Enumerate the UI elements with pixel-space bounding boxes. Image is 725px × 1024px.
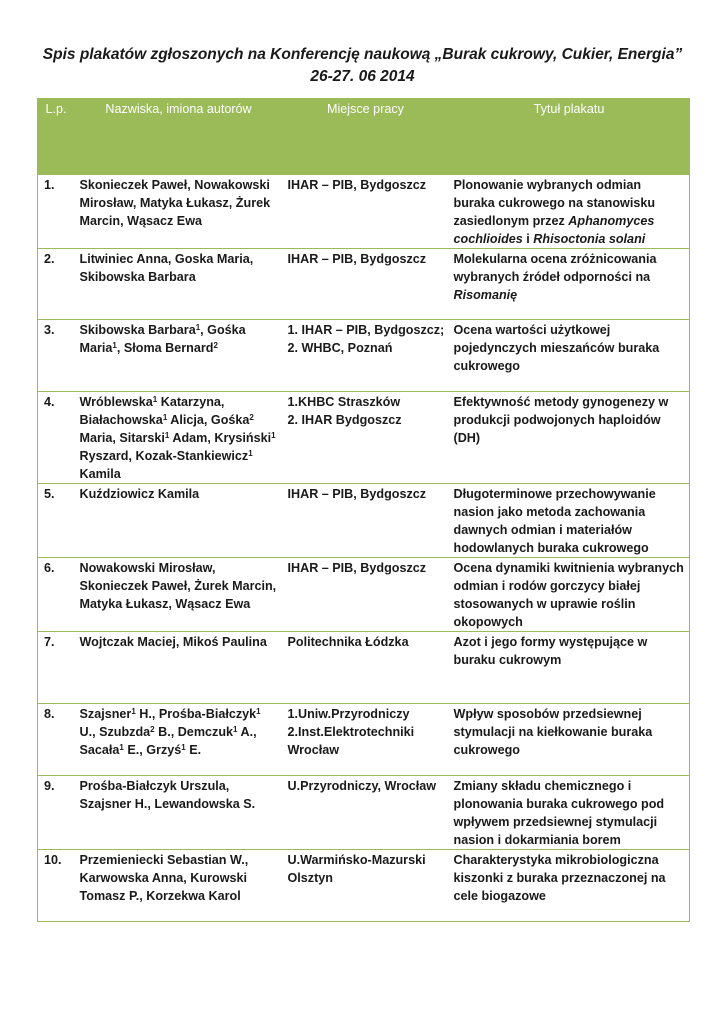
cell-authors: Skonieczek Paweł, Nowakowski Mirosław, Matyka Łukasz, Żurek Marcin, Wąsacz Ewa bbox=[75, 175, 283, 249]
cell-poster-title: Azot i jego formy występujące w buraku cukrowym bbox=[449, 632, 690, 704]
cell-workplace: 1.KHBC Straszków 2. IHAR Bydgoszcz bbox=[283, 392, 449, 484]
cell-authors: Przemieniecki Sebastian W., Karwowska Anna, Kurowski Tomasz P., Korzekwa Karol bbox=[75, 850, 283, 922]
table-row bbox=[38, 850, 690, 922]
cell-lp: 10. bbox=[38, 850, 75, 922]
cell-authors: Prośba-Białczyk Urszula, Szajsner H., Lewandowska S. bbox=[75, 776, 283, 850]
table-row bbox=[38, 249, 690, 320]
cell-poster-title: Efektywność metody gynogenezy w produkcji podwojonych haploidów (DH) bbox=[449, 392, 690, 484]
cell-poster-title: Wpływ sposobów przedsiewnej stymulacji na kiełkowanie buraka cukrowego bbox=[449, 704, 690, 776]
table-row bbox=[38, 392, 690, 484]
cell-poster-title: Ocena dynamiki kwitnienia wybranych odmian i rodów gorczycy białej stosowanych w uprawie roślin okopowych bbox=[449, 558, 690, 632]
header-workplace: Miejsce pracy bbox=[283, 98, 449, 175]
cell-poster-title: Molekularna ocena zróżnicowania wybranych źródeł odporności na Risomanię bbox=[449, 249, 690, 320]
cell-lp: 1. bbox=[38, 175, 75, 249]
cell-lp: 3. bbox=[38, 320, 75, 392]
cell-workplace: IHAR – PIB, Bydgoszcz bbox=[283, 175, 449, 249]
header-authors: Nazwiska, imiona autorów bbox=[75, 98, 283, 175]
cell-lp: 5. bbox=[38, 484, 75, 558]
cell-authors: Skibowska Barbara$^1$, Gośka Maria$^1$, Słoma Bernard$^2$ bbox=[75, 320, 283, 392]
cell-workplace: IHAR – PIB, Bydgoszcz bbox=[283, 484, 449, 558]
table-row bbox=[38, 175, 690, 249]
cell-authors: Litwiniec Anna, Goska Maria, Skibowska Barbara bbox=[75, 249, 283, 320]
cell-poster-title: Długoterminowe przechowywanie nasion jako metoda zachowania dawnych odmian i materiałów hodowlanych buraka cukrowego bbox=[449, 484, 690, 558]
cell-lp: 9. bbox=[38, 776, 75, 850]
table-row bbox=[38, 632, 690, 704]
cell-workplace: Politechnika Łódzka bbox=[283, 632, 449, 704]
cell-authors: Wojtczak Maciej, Mikoś Paulina bbox=[75, 632, 283, 704]
cell-workplace: IHAR – PIB, Bydgoszcz bbox=[283, 558, 449, 632]
cell-workplace: IHAR – PIB, Bydgoszcz bbox=[283, 249, 449, 320]
cell-authors: Szajsner$^1$ H., Prośba-Białczyk$^1$ U., Szubzda$^2$ B., Demczuk$^1$ A., Sacała$^1$ E., Grzyś$^1$ E. bbox=[75, 704, 283, 776]
cell-workplace: U.Warmińsko-Mazurski Olsztyn bbox=[283, 850, 449, 922]
cell-workplace: 1. IHAR – PIB, Bydgoszcz; 2. WHBC, Poznań bbox=[283, 320, 449, 392]
cell-poster-title: Ocena wartości użytkowej pojedynczych mieszańców buraka cukrowego bbox=[449, 320, 690, 392]
header-poster-title: Tytuł plakatu bbox=[449, 98, 690, 175]
cell-authors: Wróblewska$^1$ Katarzyna, Białachowska$^1$ Alicja, Gośka$^2$ Maria, Sitarski$^1$ Adam, Krysiński$^1$ Ryszard, Kozak-Stankiewicz$^1$ Kamila bbox=[75, 392, 283, 484]
cell-authors: Kuździowicz Kamila bbox=[75, 484, 283, 558]
posters-table bbox=[37, 98, 690, 922]
header-lp: L.p. bbox=[38, 98, 75, 175]
cell-lp: 7. bbox=[38, 632, 75, 704]
table-row bbox=[38, 320, 690, 392]
cell-authors: Nowakowski Mirosław, Skonieczek Paweł, Żurek Marcin, Matyka Łukasz, Wąsacz Ewa bbox=[75, 558, 283, 632]
page-title: Spis plakatów zgłoszonych na Konferencję naukową „Burak cukrowy, Cukier, Energia” 26-27. 06 2014 bbox=[42, 46, 683, 85]
cell-poster-title: Zmiany składu chemicznego i plonowania buraka cukrowego pod wpływem przedsiewnej stymulacji nasion i dokarmiania borem bbox=[449, 776, 690, 850]
table-row bbox=[38, 704, 690, 776]
table-row bbox=[38, 776, 690, 850]
cell-lp: 6. bbox=[38, 558, 75, 632]
cell-lp: 2. bbox=[38, 249, 75, 320]
table-row bbox=[38, 558, 690, 632]
cell-poster-title: Plonowanie wybranych odmian buraka cukrowego na stanowisku zasiedlonym przez Aphanomyces cochlioides i Rhisoctonia solani bbox=[449, 175, 690, 249]
cell-poster-title: Charakterystyka mikrobiologiczna kiszonki z buraka przeznaczonej na cele biogazowe bbox=[449, 850, 690, 922]
cell-workplace: 1.Uniw.Przyrodniczy 2.Inst.Elektrotechniki Wrocław bbox=[283, 704, 449, 776]
cell-workplace: U.Przyrodniczy, Wrocław bbox=[283, 776, 449, 850]
table-row bbox=[38, 484, 690, 558]
cell-lp: 8. bbox=[38, 704, 75, 776]
cell-lp: 4. bbox=[38, 392, 75, 484]
table-header-row bbox=[38, 98, 690, 175]
